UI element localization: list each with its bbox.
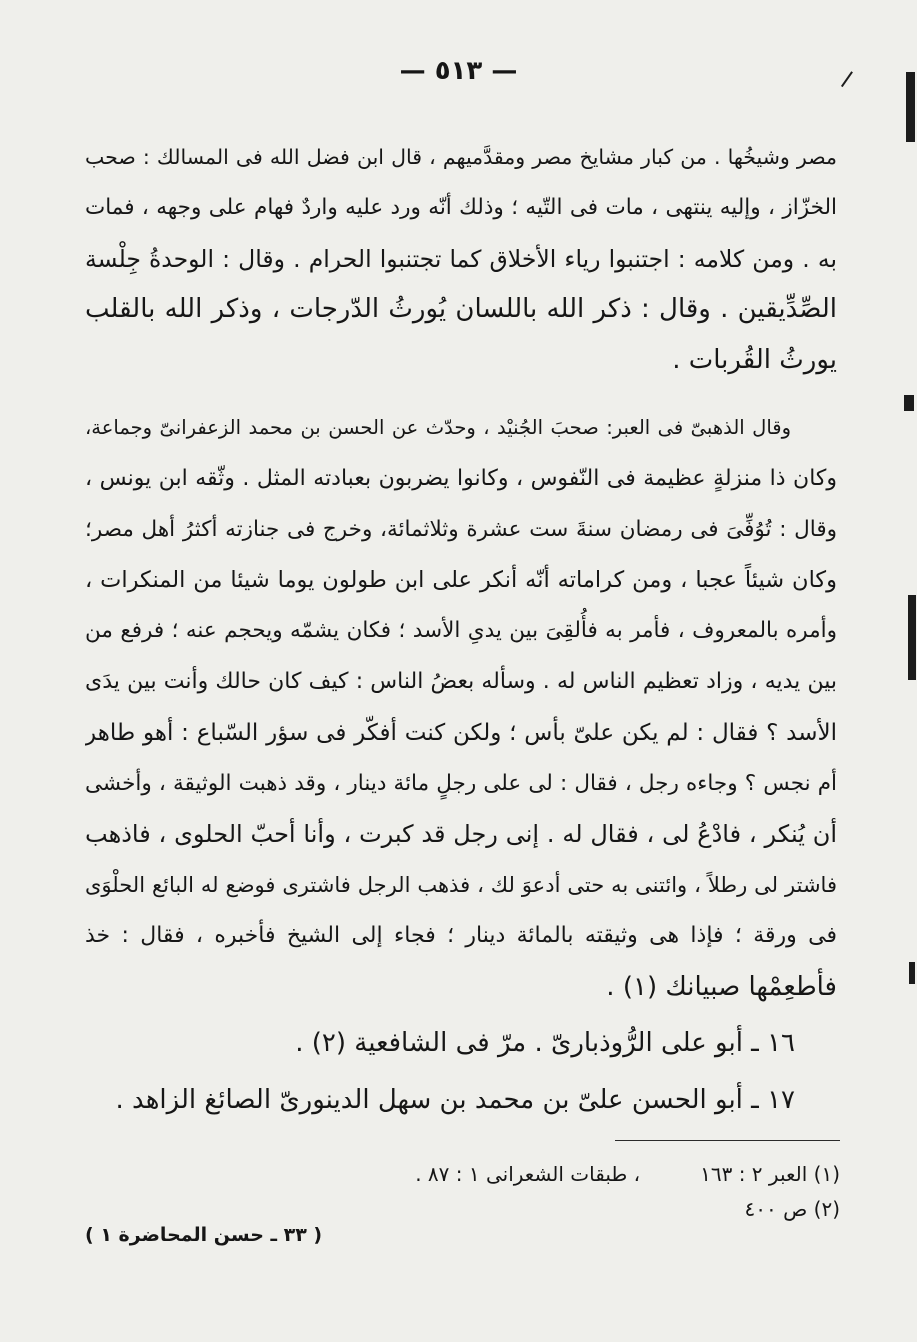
body-line: وقال الذهبىّ فى العبر: صحبَ الجُنيْد ، وحدّث عن الحسن بن محمد الزعفرانىّ وجماعة، (85, 415, 791, 439)
scan-edge-mark (908, 595, 916, 680)
paragraph (85, 403, 837, 1013)
body-line: فأطعِمْها صبيانك (١) . (606, 971, 837, 1002)
body-line: وكان شيئاً عجبا ، ومن كراماته أنّه أنكر على ابن طولون يوما شيئا من المنكرات ، (85, 567, 837, 594)
body-line: الأسد ؟ فقال : لم يكن علىّ بأس ؛ ولكن كنت أفكّر فى سؤر السّباع : أهو طاهر (85, 719, 837, 746)
body-line: بين يديه ، وزاد تعظيم الناس له . وسأله بعضُ الناس : كيف كان حالك وأنت بين يدَى (85, 668, 837, 694)
page-signature: ( ٣٣ ـ حسن المحاضرة ١ ) (85, 1224, 323, 1246)
body-line: أم نجس ؟ وجاءه رجل ، فقال : لى على رجلٍ مائة دينار ، وقد ذهبت الوثيقة ، وأخشى (85, 770, 837, 796)
entry-line: ١٧ ـ أبو الحسن علىّ بن محمد بن سهل الدينورىّ الصائغ الزاهد . (115, 1085, 795, 1115)
entry-line: ١٦ ـ أبو على الرُّوذبارىّ . مرّ فى الشافعية (٢) . (295, 1028, 795, 1058)
body-line: مصر وشيخُها . من كبار مشايخ مصر ومقدَّميهم ، قال ابن فضل الله فى المسالك : صحب (85, 145, 837, 169)
main-text (85, 132, 837, 1013)
body-line: وكان ذا منزلةٍ عظيمة فى النّفوس ، وكانوا يضربون بعبادته المثل . وثّقه ابن يونس ، (85, 465, 837, 491)
body-line: أن يُنكر ، فادْعُ لى ، فقال له . إنى رجل قد كبرت ، وأنا أحبّ الحلوى ، فاذهب (85, 820, 837, 849)
body-line: فاشتر لى رطلاً ، وائتنى به حتى أدعوَ لك ، فذهب الرجل فاشترى فوضع له البائع الحلْوَى (85, 873, 837, 898)
page-number: — ٥١٣ — (399, 56, 518, 86)
paragraph (85, 132, 837, 386)
body-line: يورثُ القُربات . (672, 345, 837, 376)
footnote (85, 1157, 840, 1192)
entry-list (85, 1015, 837, 1129)
scan-edge-mark (906, 72, 915, 142)
body-line: الصِّدِّيقين . وقال : ذكر الله باللسان يُورثُ الدّرجات ، وذكر الله بالقلب (85, 294, 837, 325)
footnotes (85, 1157, 840, 1227)
footnote-rule (615, 1140, 840, 1141)
footnote-ref: (٢) ص ٤٠٠ (744, 1197, 840, 1221)
scan-edge-mark (904, 395, 914, 411)
body-line: وأمره بالمعروف ، فأمر به فأُلقِىَ بين يدىِ الأسد ؛ فكان يشمّه ويحجم عنه ؛ فرفع من (85, 618, 837, 644)
scan-edge-mark (909, 962, 915, 984)
footnote (85, 1192, 840, 1227)
body-line: الخزّاز ، وإليه ينتهى ، مات فى التّيه ؛ وذلك أنّه ورد عليه واردٌ فهام على وجهه ، فمات (85, 194, 837, 220)
body-line: وقال : تُوُفِّىَ فى رمضان سنةَ ست عشرة وثلاثمائة، وخرج فى جنازته أكثرُ أهل مصر؛ (85, 516, 837, 542)
footnote-ref: (١) العبر ٢ : ١٦٣ (700, 1162, 840, 1186)
footnote-ref: ، طبقات الشعرانى ١ : ٨٧ . (415, 1162, 641, 1186)
body-line: فى ورقة ؛ فإذا هى وثيقته بالمائة دينار ؛ فجاء إلى الشيخ فأخبره ، فقال : خذ (85, 922, 837, 948)
body-line: به . ومن كلامه : اجتنبوا رياء الأخلاق كما تجتنبوا الحرام . وقال : الوحدةُ جِلْسة (85, 244, 837, 273)
